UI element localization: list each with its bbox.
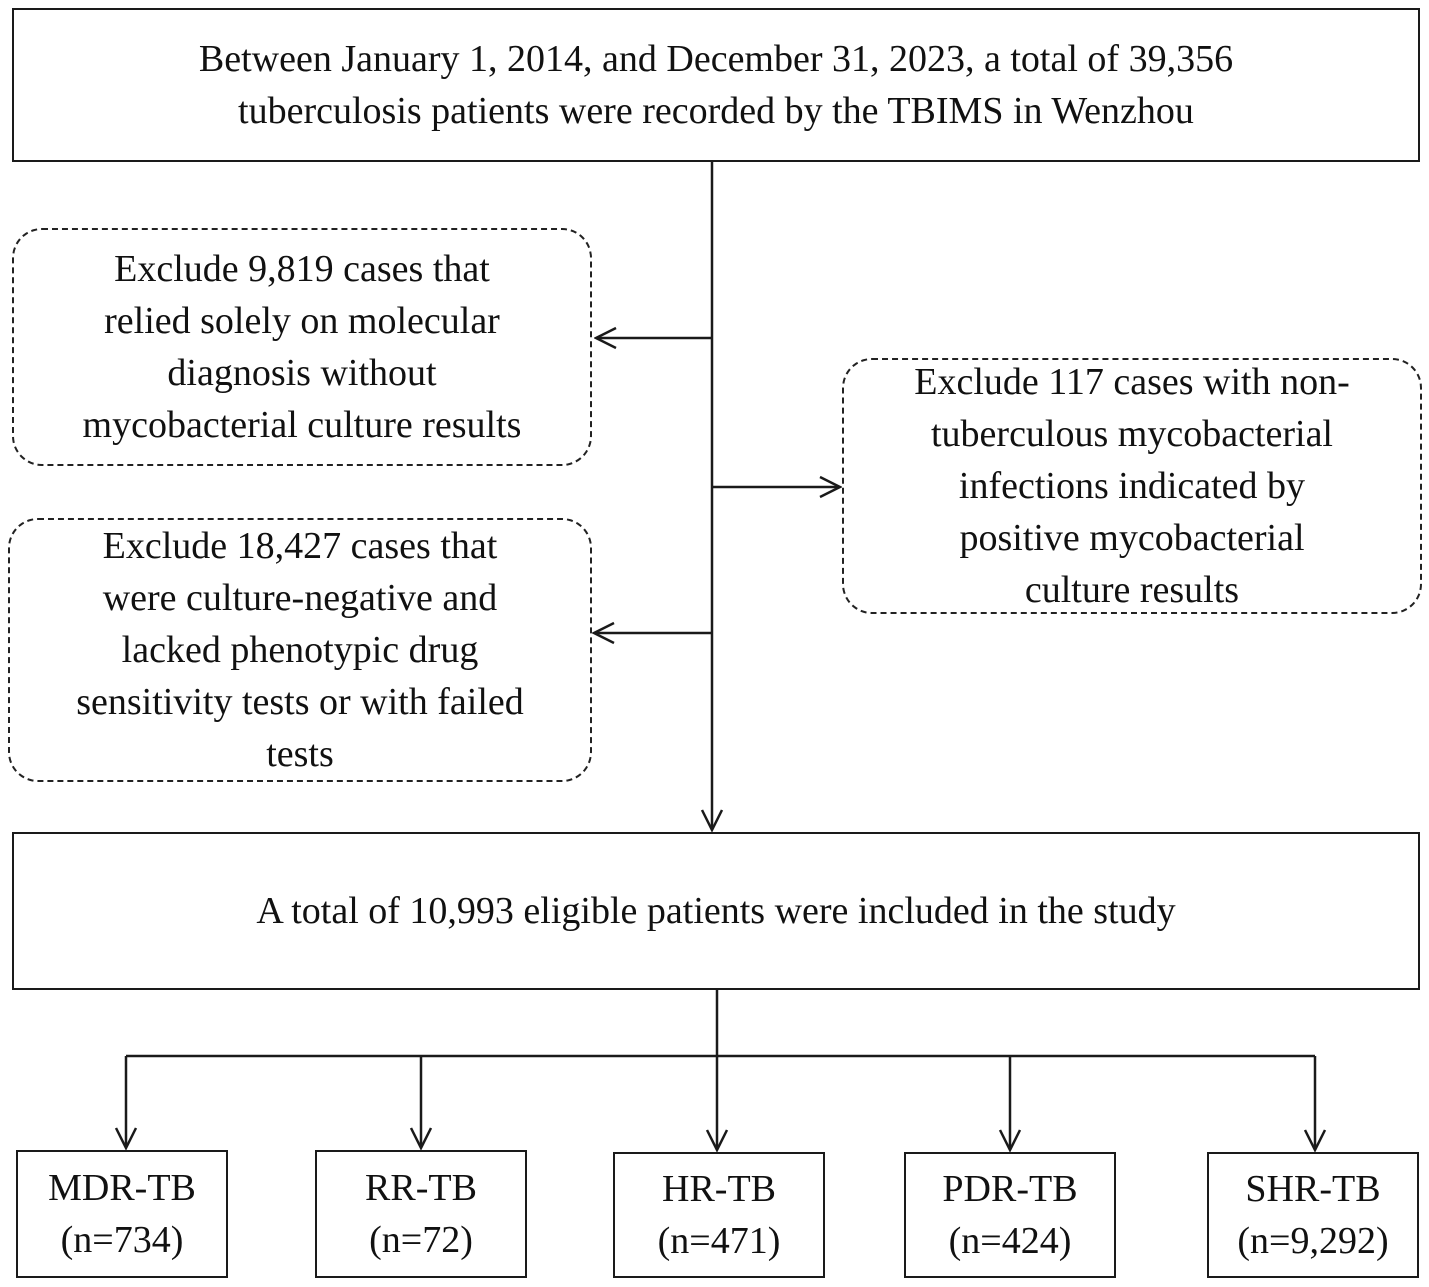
ntm-exclusion-box [842, 358, 1422, 614]
group-label: HR-TB [662, 1168, 776, 1210]
group-box-pdr-tb [904, 1152, 1116, 1278]
culture-negative-line-2: were culture-negative and [102, 577, 498, 619]
molecular-exclusion-box [12, 228, 592, 466]
molecular-line-1: Exclude 9,819 cases that [114, 248, 490, 290]
culture-negative-line-4: sensitivity tests or with failed [76, 681, 524, 723]
ntm-line-5: culture results [1024, 569, 1240, 611]
molecular-line-4: mycobacterial culture results [82, 404, 522, 446]
included-text: A total of 10,993 eligible patients were included in the study [256, 890, 1176, 932]
group-box-shr-tb [1207, 1152, 1419, 1278]
group-count: (n=734) [60, 1219, 184, 1261]
group-label: RR-TB [365, 1167, 477, 1209]
group-count: (n=471) [657, 1220, 781, 1262]
ntm-line-4: positive mycobacterial [959, 517, 1305, 559]
included-patients-box [12, 832, 1420, 990]
group-label: SHR-TB [1245, 1168, 1381, 1210]
culture-negative-line-3: lacked phenotypic drug [121, 629, 479, 671]
group-count: (n=424) [948, 1220, 1072, 1262]
group-box-hr-tb [613, 1152, 825, 1278]
culture-negative-line-1: Exclude 18,427 cases that [102, 525, 498, 567]
source-line-1: Between January 1, 2014, and December 31, 2023, a total of 39,356 [198, 38, 1234, 80]
group-box-rr-tb [315, 1150, 527, 1278]
source-line-2: tuberculosis patients were recorded by the TBIMS in Wenzhou [238, 90, 1194, 132]
group-count: (n=72) [369, 1219, 473, 1261]
molecular-line-2: relied solely on molecular [104, 300, 500, 342]
molecular-line-3: diagnosis without [167, 352, 437, 394]
culture-negative-line-5: tests [266, 733, 334, 775]
group-label: MDR-TB [48, 1167, 196, 1209]
group-box-mdr-tb [16, 1150, 228, 1278]
group-label: PDR-TB [942, 1168, 1078, 1210]
ntm-line-1: Exclude 117 cases with non- [914, 361, 1350, 403]
ntm-line-2: tuberculous mycobacterial [930, 413, 1333, 455]
culture-negative-exclusion-box [8, 518, 592, 782]
group-count: (n=9,292) [1237, 1220, 1389, 1262]
ntm-line-3: infections indicated by [958, 465, 1306, 507]
source-population-box [12, 8, 1420, 162]
